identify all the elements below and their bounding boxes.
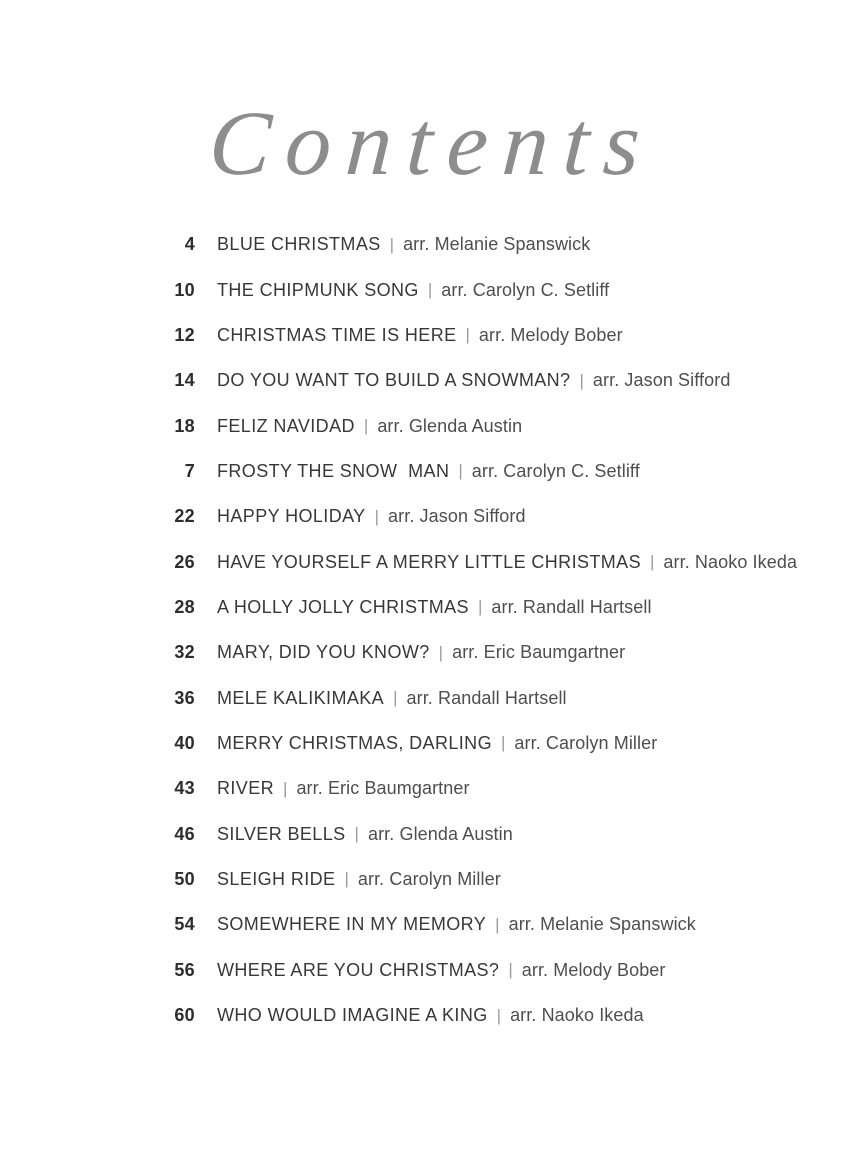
toc-separator: | xyxy=(649,552,655,572)
toc-separator: | xyxy=(427,280,433,300)
toc-arranger: arr. Naoko Ikeda xyxy=(663,551,798,572)
toc-song-title: MELE KALIKIMAKA xyxy=(217,687,385,708)
toc-page-number: 54 xyxy=(174,914,195,935)
toc-arranger: arr. Carolyn Miller xyxy=(357,868,501,889)
toc-arranger: arr. Jason Sifford xyxy=(592,370,731,391)
toc-song-title: BLUE CHRISTMAS xyxy=(217,234,381,255)
toc-separator: | xyxy=(354,824,359,844)
toc-separator: | xyxy=(495,914,500,934)
page-title: Contents xyxy=(205,92,659,194)
toc-song-title: RIVER xyxy=(217,778,275,799)
toc-entry xyxy=(0,948,864,993)
toc-page-number: 18 xyxy=(174,415,195,436)
toc-arranger: arr. Carolyn C. Setliff xyxy=(441,279,610,300)
toc-arranger: arr. Glenda Austin xyxy=(367,823,513,844)
toc-page-number: 46 xyxy=(174,823,195,844)
toc-entry xyxy=(0,811,864,856)
toc-entry xyxy=(0,675,864,720)
toc-arranger: arr. Eric Baumgartner xyxy=(296,778,470,799)
toc-song-title: CHRISTMAS TIME IS HERE xyxy=(217,324,457,345)
toc-page-number: 32 xyxy=(174,642,195,663)
toc-arranger: arr. Melanie Spanswick xyxy=(403,234,591,255)
toc-arranger: arr. Carolyn C. Setliff xyxy=(471,460,640,481)
toc-page-number: 43 xyxy=(174,778,195,799)
toc-song-title: HAPPY HOLIDAY xyxy=(217,506,366,527)
toc-arranger: arr. Jason Sifford xyxy=(388,506,526,527)
toc-entry xyxy=(0,902,864,947)
toc-arranger: arr. Glenda Austin xyxy=(377,415,523,436)
toc-separator: | xyxy=(389,234,395,254)
toc-entry xyxy=(0,494,864,539)
toc-song-title: A HOLLY JOLLY CHRISTMAS xyxy=(217,596,469,617)
toc-separator: | xyxy=(344,869,349,889)
toc-song-title: WHERE ARE YOU CHRISTMAS? xyxy=(217,959,500,980)
toc-separator: | xyxy=(363,416,369,436)
toc-page-number: 4 xyxy=(184,234,195,255)
toc-page-number: 60 xyxy=(174,1005,195,1026)
toc-page-number: 10 xyxy=(174,279,195,300)
toc-entry xyxy=(0,449,864,494)
toc-entry xyxy=(0,222,864,267)
toc-separator: | xyxy=(438,642,444,662)
toc-song-title: SOMEWHERE IN MY MEMORY xyxy=(217,914,487,935)
toc-separator: | xyxy=(477,597,483,617)
toc-entry xyxy=(0,721,864,766)
toc-page-number: 7 xyxy=(184,460,195,481)
toc-page-number: 40 xyxy=(174,732,195,753)
toc-entry xyxy=(0,403,864,448)
toc-song-title: MERRY CHRISTMAS, DARLING xyxy=(217,732,492,753)
toc-song-title: THE CHIPMUNK SONG xyxy=(217,279,419,300)
toc-separator: | xyxy=(458,461,463,481)
toc-song-title: DO YOU WANT TO BUILD A SNOWMAN? xyxy=(217,370,571,391)
toc-page-number: 28 xyxy=(174,596,195,617)
toc-entry xyxy=(0,857,864,902)
toc-page-number: 14 xyxy=(174,370,195,391)
toc-song-title: FROSTY THE SNOW MAN xyxy=(217,460,450,481)
toc-song-title: HAVE YOURSELF A MERRY LITTLE CHRISTMAS xyxy=(217,551,641,572)
toc-entry xyxy=(0,993,864,1038)
toc-arranger: arr. Carolyn Miller xyxy=(514,732,658,753)
toc-arranger: arr. Melody Bober xyxy=(521,959,666,980)
toc-separator: | xyxy=(500,733,506,753)
toc-page-number: 26 xyxy=(174,551,195,572)
toc-song-title: SILVER BELLS xyxy=(217,823,346,844)
toc-song-title: SLEIGH RIDE xyxy=(217,868,336,889)
toc-separator: | xyxy=(496,1005,502,1025)
toc-entry xyxy=(0,267,864,312)
toc-arranger: arr. Eric Baumgartner xyxy=(452,642,626,663)
toc-entry xyxy=(0,539,864,584)
toc-list xyxy=(0,222,864,1038)
toc-page-number: 36 xyxy=(174,687,195,708)
toc-page-number: 56 xyxy=(174,959,195,980)
toc-arranger: arr. Naoko Ikeda xyxy=(510,1005,644,1026)
toc-arranger: arr. Randall Hartsell xyxy=(406,687,567,708)
toc-arranger: arr. Melanie Spanswick xyxy=(508,914,696,935)
toc-separator: | xyxy=(465,325,470,345)
toc-page-number: 12 xyxy=(174,324,195,345)
toc-entry xyxy=(0,313,864,358)
toc-entry xyxy=(0,766,864,811)
toc-separator: | xyxy=(283,778,288,798)
toc-page-number: 50 xyxy=(174,868,195,889)
toc-song-title: MARY, DID YOU KNOW? xyxy=(217,642,430,663)
toc-separator: | xyxy=(579,370,584,390)
toc-arranger: arr. Randall Hartsell xyxy=(491,596,652,617)
toc-arranger: arr. Melody Bober xyxy=(478,324,623,345)
toc-song-title: WHO WOULD IMAGINE A KING xyxy=(217,1005,488,1026)
toc-page-number: 22 xyxy=(174,506,195,527)
toc-entry xyxy=(0,585,864,630)
toc-separator: | xyxy=(374,506,380,526)
toc-separator: | xyxy=(508,960,513,980)
toc-entry xyxy=(0,630,864,675)
toc-separator: | xyxy=(393,688,398,708)
toc-entry xyxy=(0,358,864,403)
toc-song-title: FELIZ NAVIDAD xyxy=(217,415,355,436)
